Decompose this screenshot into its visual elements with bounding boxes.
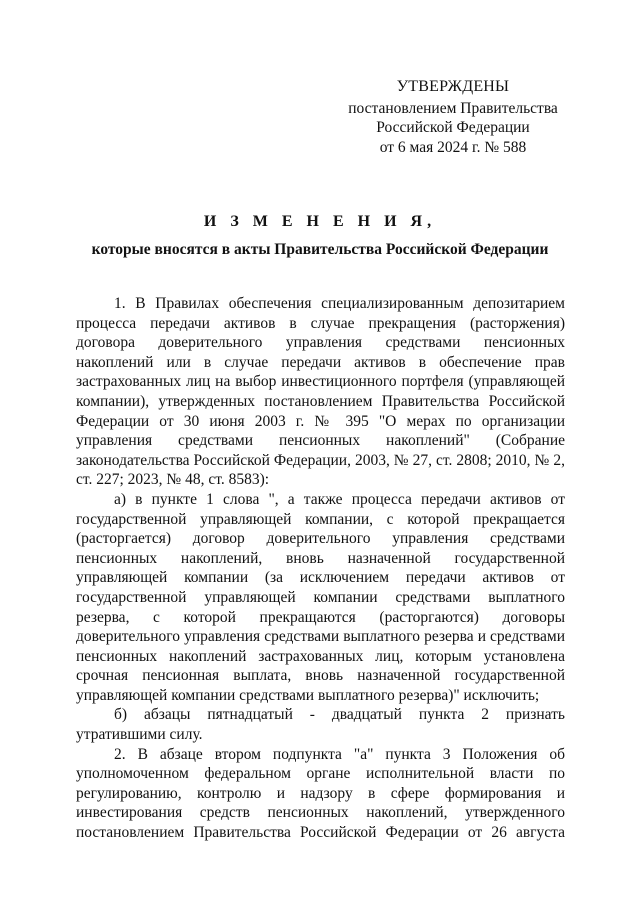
approval-line-body: постановлением Правительства	[348, 99, 558, 117]
document-title: И З М Е Н Е Н И Я,	[203, 213, 437, 230]
approval-heading: УТВЕРЖДЕНЫ	[396, 78, 510, 95]
approval-line-date: от 6 мая 2024 г. № 588	[379, 138, 527, 156]
paragraph-1b: б) абзацы пятнадцатый - двадцатый пункта 2 признать утратившими силу.	[76, 706, 565, 744]
paragraph-1a: а) в пункте 1 слова ", а также процесса передачи активов от государственной управляющей компании, с которой прекращается (расторгается) договор доверительного управления средствами пенсионных накоплений, вновь назначенной государственной управляющей компании (за исключением передачи активов от государственной управляющей компании средствами выплатного резерва, с которой прекращаются (расторгаются) договоры доверительного управления средствами выплатного резерва и средствами пенсионных накоплений застрахованных лиц, которым установлена срочная пенсионная выплата, вновь назначенной государственной управляющей компании средствами выплатного резерва)" исключить;	[76, 490, 565, 704]
paragraph-1: 1. В Правилах обеспечения специализированным депозитарием процесса передачи активов в случае прекращения (расторжения) договора доверительного управления средствами пенсионных накоплений или в случае передачи активов в обеспечение прав застрахованных лиц на выбор инвестиционного портфеля (управляющей компании), утвержденных постановлением Правительства Российской Федерации от 30 июня 2003 г. № 395 "О мерах по организации управления средствами пенсионных накоплений" (Собрание законодательства Российской Федерации, 2003, № 27, ст. 2808; 2010, № 2, ст. 227; 2023, № 48, ст. 8583):	[76, 295, 565, 489]
document-subtitle: которые вносятся в акты Правительства Российской Федерации	[91, 241, 549, 258]
paragraph-2: 2. В абзаце втором подпункта "а" пункта 3 Положения об уполномоченном федеральном органе исполнительной власти по регулированию, контролю и надзору в сфере формирования и инвестирования средств пенсионных накоплений, утвержденного постановлением Правительства Российской Федерации от 26 августа	[76, 745, 565, 842]
document-body	[76, 294, 565, 843]
approval-line-country: Российской Федерации	[376, 119, 530, 136]
approval-stamp	[318, 77, 588, 157]
